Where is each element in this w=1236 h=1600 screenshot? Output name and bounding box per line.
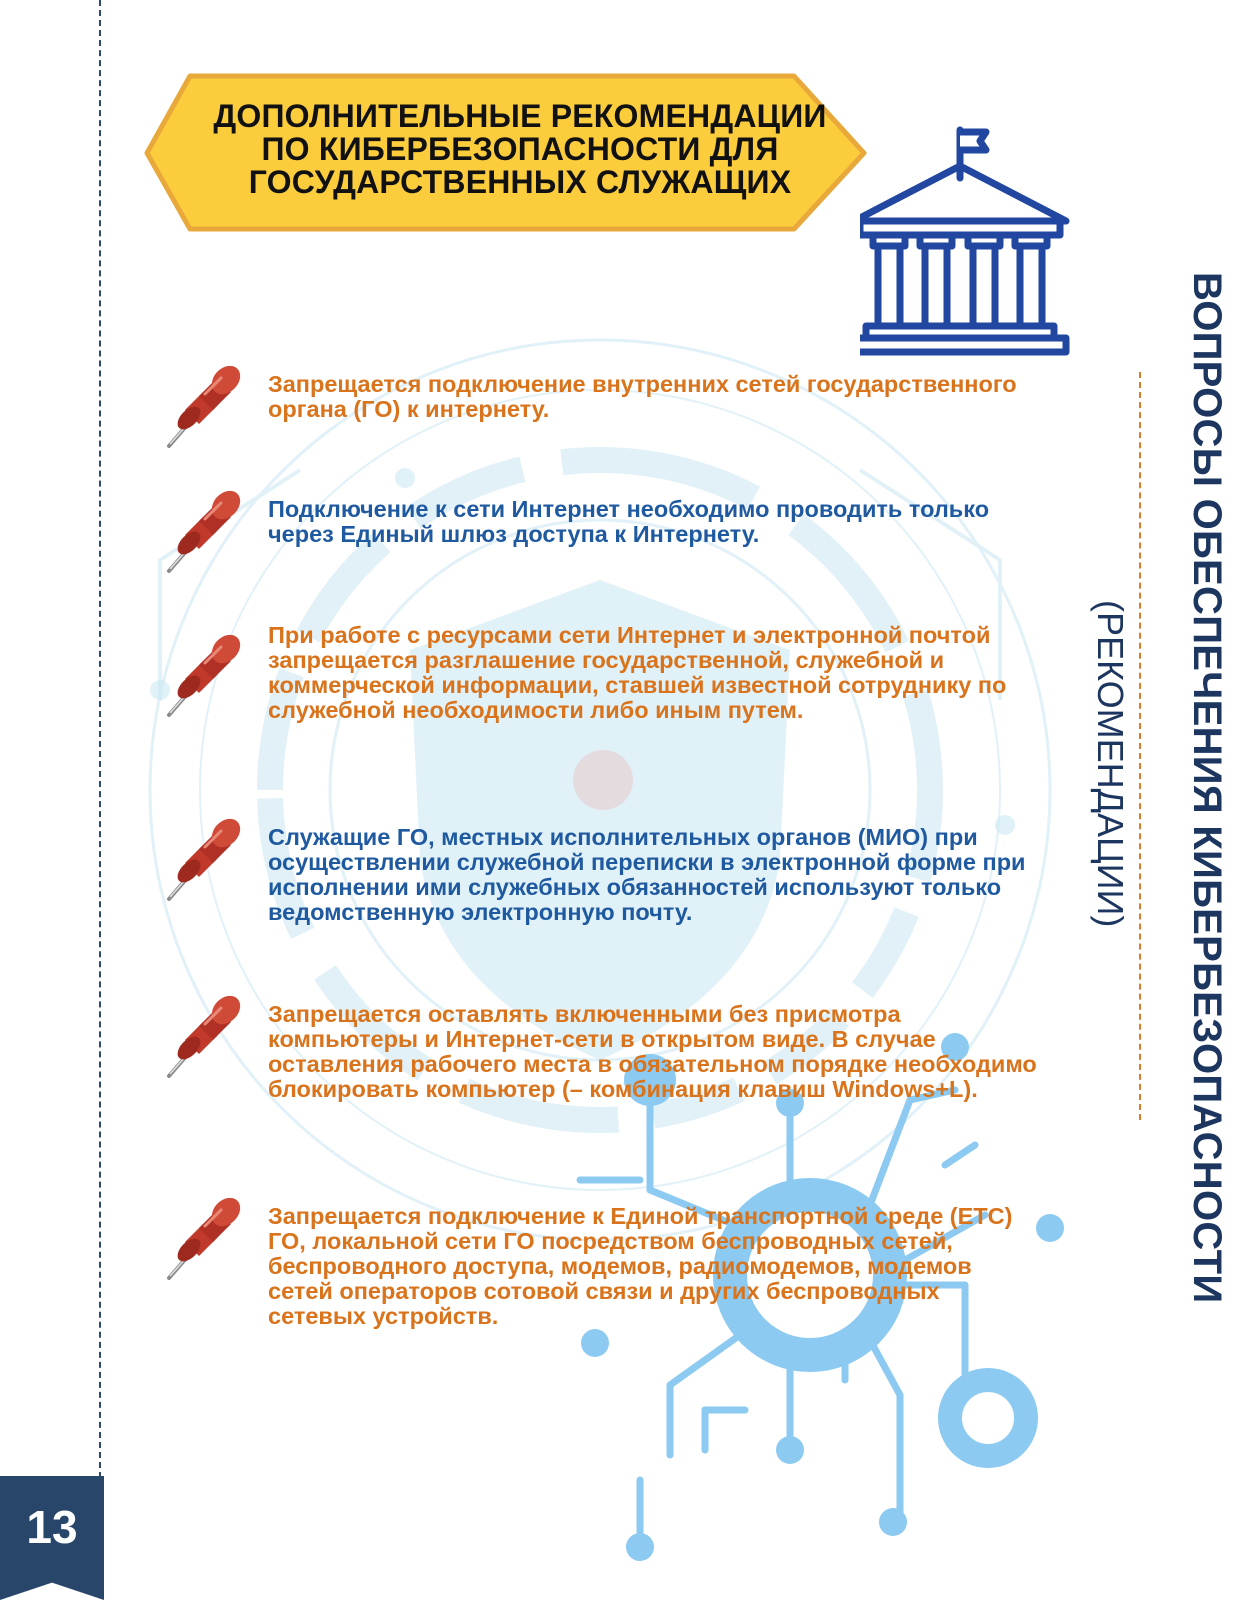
pushpin-icon — [165, 994, 247, 1080]
left-dashed-divider — [99, 0, 101, 1478]
pushpin-icon — [165, 364, 247, 450]
item-text: Подключение к сети Интернет необходимо проводить только через Единый шлюз доступа к Интернету. — [268, 496, 990, 547]
government-building-icon — [860, 126, 1070, 366]
title-line: ГОСУДАРСТВЕННЫХ СЛУЖАЩИХ — [248, 164, 792, 200]
item-text: При работе с ресурсами сети Интернет и электронной почтой запрещается разглашение государственной, служебной и коммерческой информации, ставшей известной сотруднику по служебной необходимости либо иным путем. — [268, 622, 1007, 723]
item-text: Служащие ГО, местных исполнительных органов (МИО) при осуществлении служебной переписки в электронной форме при исполнении ими служебных обязанностей используют только ведомственную электронную почту. — [268, 824, 1026, 925]
item-text: Запрещается оставлять включенными без присмотра компьютеры и Интернет-сети в открытом виде. В случае оставления рабочего места в обязательном порядке необходимо блокировать компьютер (– комбинация клавиш Windows+L). — [268, 1001, 1037, 1102]
pushpin-icon — [165, 489, 247, 575]
side-section-title — [1135, 272, 1231, 1312]
side-title-text: ВОПРОСЫ ОБЕСПЕЧЕНИЯ КИБЕРБЕЗОПАСНОСТИ — [1185, 272, 1229, 1304]
title-line: ПО КИБЕРБЕЗОПАСНОСТИ ДЛЯ — [261, 131, 779, 167]
item-text: Запрещается подключение внутренних сетей государственного органа (ГО) к интернету. — [268, 371, 1017, 422]
page-title — [170, 100, 870, 199]
title-line: ДОПОЛНИТЕЛЬНЫЕ РЕКОМЕНДАЦИИ — [213, 98, 827, 134]
pushpin-icon — [165, 633, 247, 719]
item-text: Запрещается подключение к Единой транспортной среде (ЕТС) ГО, локальной сети ГО посредством беспроводных сетей, беспроводного доступа, модемов, радиомодемов, модемов сетей операторов сотовой связи и других беспроводных сетевых устройств. — [268, 1203, 1013, 1329]
side-subtitle: (РЕКОМЕНДАЦИИ) — [1090, 600, 1131, 928]
pushpin-icon — [165, 817, 247, 903]
pushpin-icon — [165, 1196, 247, 1282]
page-number: 13 — [26, 1501, 78, 1553]
